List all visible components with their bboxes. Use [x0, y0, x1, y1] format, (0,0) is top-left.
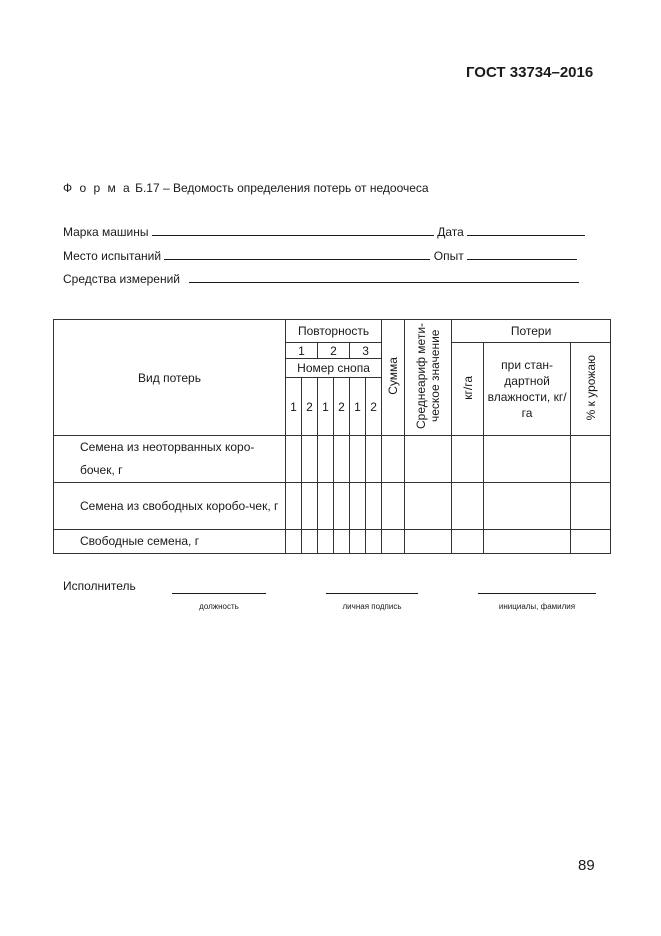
cell[interactable]: [318, 436, 334, 483]
cell[interactable]: [405, 530, 452, 554]
cell[interactable]: [382, 483, 405, 530]
cell[interactable]: [484, 483, 571, 530]
row-label: Семена из свободных коробо-чек, г: [54, 483, 286, 530]
experiment-blank[interactable]: [467, 248, 577, 260]
instruments-label: Средства измерений: [63, 272, 181, 286]
cell[interactable]: [452, 436, 484, 483]
cell[interactable]: [286, 436, 302, 483]
header-mean: Среднеариф мети-ческое значение: [405, 320, 452, 436]
name-caption: инициалы, фамилия: [498, 602, 576, 611]
sheaf-num: 2: [366, 378, 382, 436]
cell[interactable]: [334, 530, 350, 554]
sheaf-num: 2: [302, 378, 318, 436]
header-percent: % к урожаю: [571, 343, 611, 436]
cell[interactable]: [405, 483, 452, 530]
cell[interactable]: [382, 436, 405, 483]
cell[interactable]: [302, 530, 318, 554]
cell[interactable]: [484, 436, 571, 483]
cell[interactable]: [484, 530, 571, 554]
name-line[interactable]: [478, 593, 596, 594]
instruments-blank[interactable]: [189, 271, 579, 283]
cell[interactable]: [366, 483, 382, 530]
field-row-instruments: [63, 271, 579, 286]
page-number: 89: [578, 857, 595, 874]
place-label: Место испытаний: [63, 249, 162, 263]
header-sum: Сумма: [382, 320, 405, 436]
form-name: Б.17 – Ведомость определения потерь от недоочеса: [135, 181, 429, 195]
position-line[interactable]: [172, 593, 266, 594]
loss-table: [53, 319, 611, 554]
machine-blank[interactable]: [152, 224, 434, 236]
header-losses: Потери: [452, 320, 611, 343]
standard-number: ГОСТ 33734–2016: [466, 64, 594, 81]
header-std-moisture: при стан-дартной влажности, кг/га: [484, 343, 571, 436]
cell[interactable]: [334, 436, 350, 483]
sheaf-num: 1: [318, 378, 334, 436]
cell[interactable]: [302, 483, 318, 530]
cell[interactable]: [286, 483, 302, 530]
cell[interactable]: [366, 436, 382, 483]
rep-2: 2: [318, 343, 350, 359]
cell[interactable]: [286, 530, 302, 554]
cell[interactable]: [405, 436, 452, 483]
position-caption: должность: [199, 602, 239, 611]
cell[interactable]: [302, 436, 318, 483]
cell[interactable]: [334, 483, 350, 530]
field-row-machine: [63, 224, 585, 239]
header-sheaf-number: Номер снопа: [286, 359, 382, 378]
rep-3: 3: [350, 343, 382, 359]
sheaf-num: 2: [334, 378, 350, 436]
cell[interactable]: [571, 530, 611, 554]
table-row: [54, 483, 611, 530]
cell[interactable]: [382, 530, 405, 554]
cell[interactable]: [350, 483, 366, 530]
sheaf-num: 1: [286, 378, 302, 436]
machine-label: Марка машины: [63, 225, 149, 239]
date-blank[interactable]: [467, 224, 585, 236]
row-label: Свободные семена, г: [54, 530, 286, 554]
field-row-place: [63, 248, 577, 263]
sheaf-num: 1: [350, 378, 366, 436]
cell[interactable]: [571, 436, 611, 483]
row-label: Семена из неоторванных коро-бочек, г: [54, 436, 286, 483]
header-kg-ha: кг/га: [452, 343, 484, 436]
experiment-label: Опыт: [433, 249, 464, 263]
cell[interactable]: [318, 483, 334, 530]
rep-1: 1: [286, 343, 318, 359]
header-loss-type: Вид потерь: [54, 320, 286, 436]
cell[interactable]: [350, 530, 366, 554]
header-repetition: Повторность: [286, 320, 382, 343]
cell[interactable]: [452, 530, 484, 554]
form-prefix: Ф о р м а: [63, 181, 132, 195]
cell[interactable]: [350, 436, 366, 483]
form-title: [63, 181, 429, 195]
place-blank[interactable]: [164, 248, 430, 260]
date-label: Дата: [437, 225, 464, 239]
executor-label: Исполнитель: [63, 579, 136, 593]
cell[interactable]: [318, 530, 334, 554]
table-row: [54, 530, 611, 554]
cell[interactable]: [452, 483, 484, 530]
cell[interactable]: [571, 483, 611, 530]
table-row: [54, 436, 611, 483]
signature-caption: личная подпись: [342, 602, 402, 611]
cell[interactable]: [366, 530, 382, 554]
signature-line[interactable]: [326, 593, 418, 594]
